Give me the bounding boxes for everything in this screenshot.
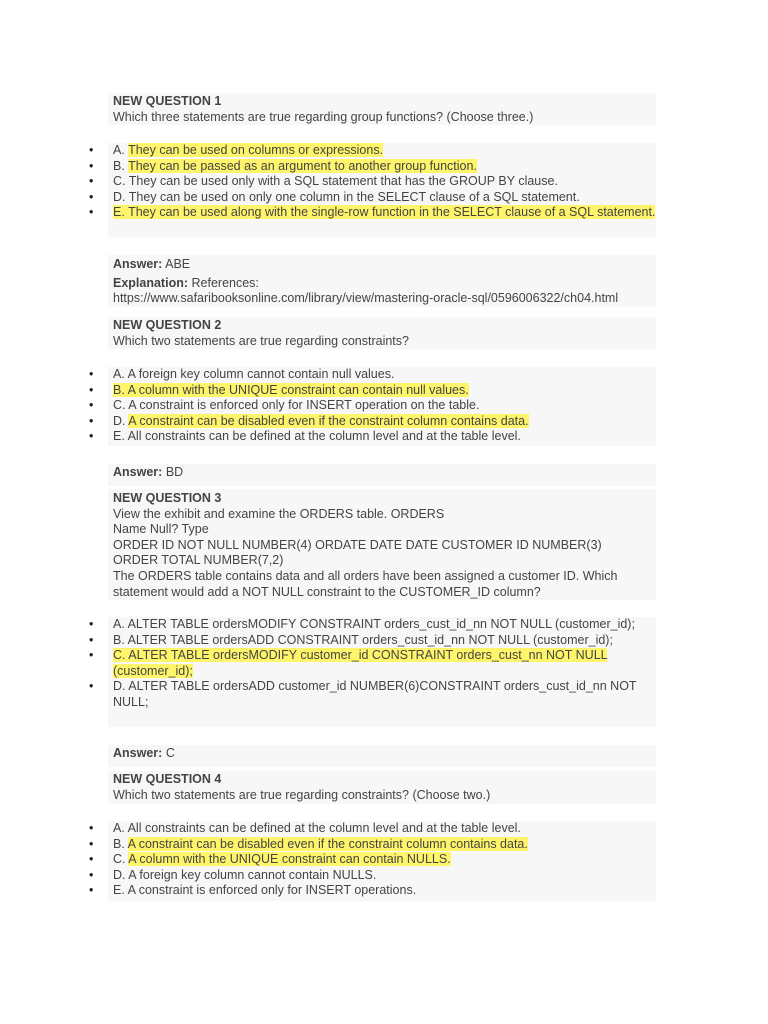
question-1-title: NEW QUESTION 1: [113, 94, 222, 108]
explanation-link[interactable]: https://www.safaribooksonline.com/library/view/mastering-oracle-sql/0596006322/ch04.html: [113, 291, 619, 306]
option-q4-c: • C. A column with the UNIQUE constraint can contain NULLS.: [113, 852, 656, 868]
option-q2-c: • C. A constraint is enforced only for INSERT operation on the table.: [113, 398, 656, 414]
option-q2-b: • B. A column with the UNIQUE constraint can contain null values.: [113, 383, 656, 399]
option-q4-a: • A. All constraints can be defined at the column level and at the table level.: [113, 821, 656, 837]
question-4-text: Which two statements are true regarding constraints? (Choose two.): [113, 787, 491, 802]
option-q1-b: • B. They can be passed as an argument to another group function.: [113, 159, 656, 175]
question-3-line-4: ORDER TOTAL NUMBER(7,2): [113, 553, 284, 568]
question-3-answer: Answer: C: [113, 746, 175, 760]
question-2-answer-block: [108, 464, 656, 486]
question-3-answer-block: [108, 745, 656, 767]
option-q2-e: • E. All constraints can be defined at the column level and at the table level.: [113, 429, 656, 445]
question-2-header: [108, 317, 656, 349]
question-4-options: [108, 821, 656, 901]
option-q4-d: • D. A foreign key column cannot contain NULLS.: [113, 868, 656, 884]
question-4-title: NEW QUESTION 4: [113, 772, 222, 786]
option-q4-e: • E. A constraint is enforced only for INSERT operations.: [113, 883, 656, 899]
question-3-line-5: The ORDERS table contains data and all orders have been assigned a customer ID. Which statement would add a NOT NULL constraint to the CUSTOMER_ID column?: [113, 568, 618, 599]
option-q1-c: • C. They can be used only with a SQL statement that has the GROUP BY clause.: [113, 174, 656, 190]
question-4-header: [108, 771, 656, 804]
question-1-options: [108, 143, 656, 237]
option-q1-e: • E. They can be used along with the single-row function in the SELECT clause of a SQL statement.: [113, 205, 656, 221]
option-q3-a: • A. ALTER TABLE ordersMODIFY CONSTRAINT orders_cust_id_nn NOT NULL (customer_id);: [113, 617, 656, 633]
question-3-line-1: View the exhibit and examine the ORDERS table. ORDERS: [113, 506, 445, 521]
question-3-options: [108, 617, 656, 727]
option-q4-b: • B. A constraint can be disabled even if the constraint column contains data.: [113, 837, 656, 853]
question-1-text: Which three statements are true regarding group functions? (Choose three.): [113, 109, 534, 124]
question-3-title: NEW QUESTION 3: [113, 491, 222, 505]
question-3-line-3: ORDER ID NOT NULL NUMBER(4) ORDATE DATE DATE CUSTOMER ID NUMBER(3): [113, 537, 602, 552]
question-3-header: [108, 489, 656, 600]
question-2-text: Which two statements are true regarding constraints?: [113, 333, 409, 348]
question-2-options: [108, 367, 656, 446]
option-q3-b: • B. ALTER TABLE ordersADD CONSTRAINT orders_cust_id_nn NOT NULL (customer_id);: [113, 633, 656, 649]
question-1-answer: Answer: ABE: [113, 257, 191, 271]
question-1-header: [108, 93, 656, 125]
question-1-explanation: Explanation: References:: [113, 275, 259, 290]
option-q2-a: • A. A foreign key column cannot contain null values.: [113, 367, 656, 383]
option-q3-c: • C. ALTER TABLE ordersMODIFY customer_id CONSTRAINT orders_cust_nn NOT NULL (customer_id);: [113, 648, 656, 679]
option-q1-d: • D. They can be used on only one column in the SELECT clause of a SQL statement.: [113, 190, 656, 206]
question-1-answer-block: [108, 255, 656, 307]
question-3-line-2: Name Null? Type: [113, 522, 209, 537]
question-2-answer: Answer: BD: [113, 465, 184, 479]
option-q1-a: • A. They can be used on columns or expressions.: [113, 143, 656, 159]
option-q3-d: • D. ALTER TABLE ordersADD customer_id NUMBER(6)CONSTRAINT orders_cust_id_nn NOT NULL;: [113, 679, 656, 710]
option-q2-d: • D. A constraint can be disabled even if the constraint column contains data.: [113, 414, 656, 430]
question-2-title: NEW QUESTION 2: [113, 318, 222, 332]
